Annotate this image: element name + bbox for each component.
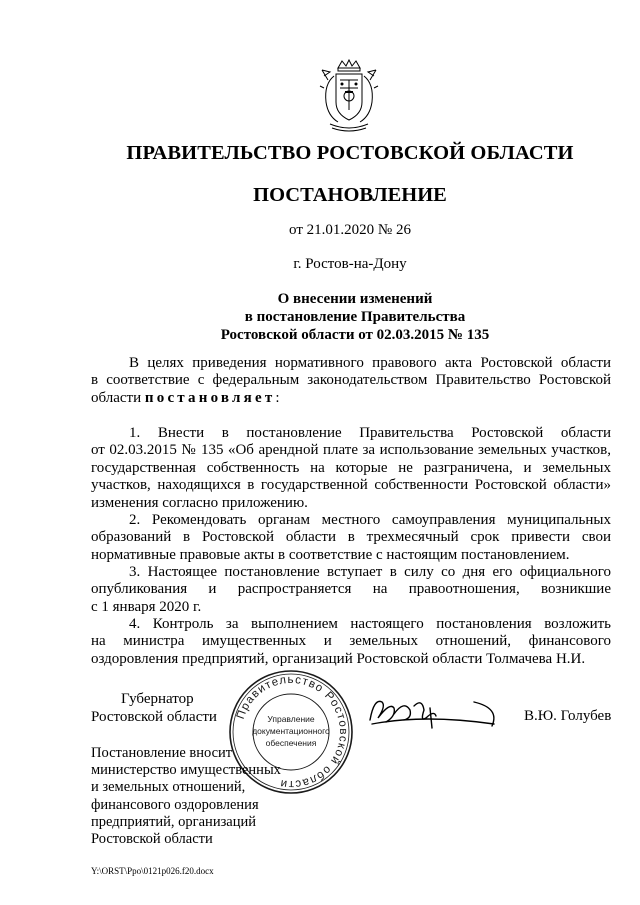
subject-line: О внесении изменений	[277, 291, 433, 307]
item-line: на министра имущественных и земельных отношений, финансового	[91, 633, 611, 650]
document-city: г. Ростов-на-Дону	[293, 256, 407, 272]
item-line: с 1 января 2020 г.	[91, 598, 202, 615]
preamble-line: в соответствие с федеральным законодательством Правительство Ростовской	[91, 372, 611, 389]
handwritten-signature-icon	[364, 688, 504, 738]
note-line: предприятий, организаций	[91, 813, 257, 830]
submitted-by-note	[91, 745, 281, 848]
decree-item-2	[91, 512, 611, 564]
note-line: и земельных отношений,	[91, 779, 246, 796]
decree-item-3	[91, 564, 611, 616]
item-line: от 02.03.2015 № 135 «Об арендной плате за использование земельных участков,	[91, 442, 611, 459]
document-type: ПОСТАНОВЛЕНИЕ	[253, 184, 447, 206]
note-line: Постановление вносит	[91, 745, 233, 761]
preamble-colon: :	[275, 389, 280, 406]
seal-ring-text: Правительство Ростовской области	[234, 673, 350, 791]
decree-item-4	[91, 616, 611, 668]
signatory-position	[91, 690, 217, 726]
preamble	[91, 355, 611, 407]
decree-item-1	[91, 425, 611, 512]
item-line: 1. Внести в постановление Правительства Ростовской области	[129, 425, 611, 441]
item-line: нормативные правовые акты в соответствие с настоящим постановлением.	[91, 546, 570, 563]
seal-inner-line: обеспечения	[265, 738, 317, 748]
subject-line: Ростовской области от 02.03.2015 № 135	[220, 327, 490, 343]
subject-line: в постановление Правительства	[244, 309, 466, 325]
item-line: образований в Ростовской области в трехмесячный срок привести свои	[91, 529, 611, 546]
item-line: оздоровления предприятий, организаций Ростовской области Толмачева Н.И.	[91, 650, 586, 667]
note-line: финансового оздоровления	[91, 796, 259, 813]
government-name: ПРАВИТЕЛЬСТВО РОСТОВСКОЙ ОБЛАСТИ	[126, 142, 574, 164]
item-line: 3. Настоящее постановление вступает в силу со дня его официального	[129, 564, 611, 580]
resolves-word: постановляет	[144, 389, 276, 406]
preamble-line: В целях приведения нормативного правового акта Ростовской области	[129, 355, 611, 371]
item-line: участков, находящихся в государственной собственности Ростовской области»	[91, 477, 611, 494]
item-line: государственная собственность на которые не разграничена, и земельных	[91, 459, 611, 476]
note-line: министерство имущественных	[91, 762, 281, 779]
signatory-title: Губернатор	[121, 691, 194, 707]
preamble-text: области	[91, 389, 145, 406]
seal-inner-line: документационного	[252, 726, 330, 736]
preamble-line	[91, 390, 611, 407]
item-line: 2. Рекомендовать органам местного самоуправления муниципальных	[129, 512, 611, 528]
signatory-name: В.Ю. Голубев	[524, 708, 612, 724]
signatory-region: Ростовской области	[91, 709, 217, 725]
item-line: 4. Контроль за выполнением настоящего постановления возложить	[129, 616, 611, 632]
item-line: опубликования и распространяется на правоотношения, возникшие	[91, 581, 611, 598]
item-line: изменения согласно приложению.	[91, 494, 308, 511]
document-subject	[0, 290, 640, 344]
seal-inner-line: Управление	[267, 714, 315, 724]
document-date-number: от 21.01.2020 № 26	[289, 222, 411, 238]
note-line: Ростовской области	[91, 831, 213, 848]
file-path-footer: Y:\ORST\Ppo\0121p026.f20.docx	[91, 866, 214, 876]
coat-of-arms-icon	[316, 58, 382, 134]
